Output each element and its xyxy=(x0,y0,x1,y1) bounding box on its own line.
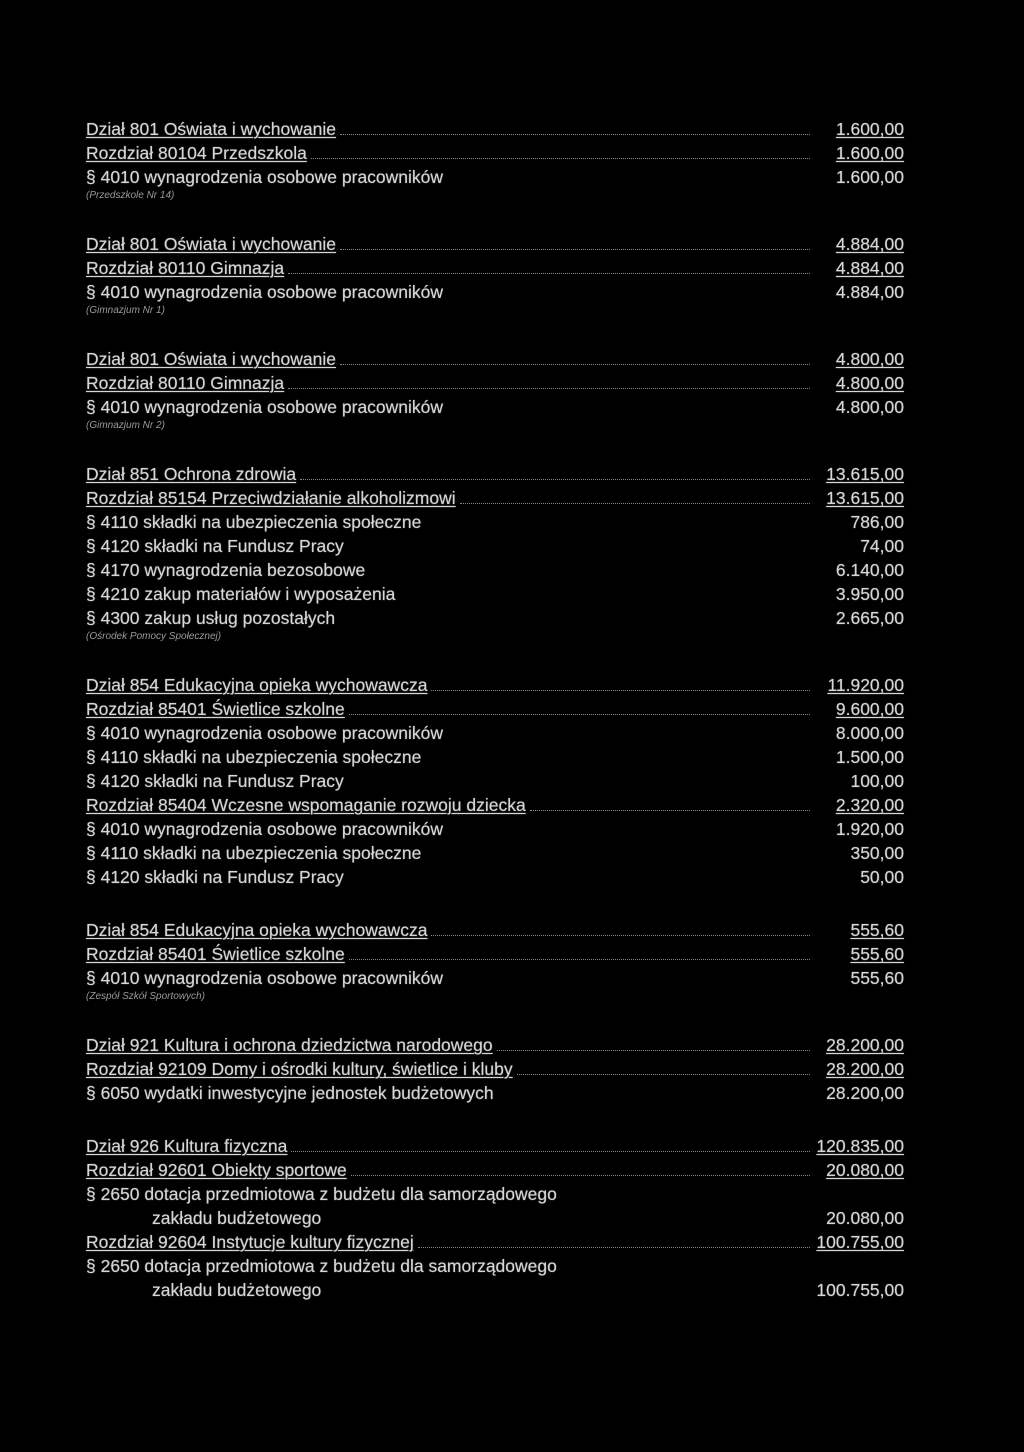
dotted-leader xyxy=(351,1175,810,1176)
unit-note: (Gimnazjum Nr 2) xyxy=(86,420,165,431)
budget-section xyxy=(86,1134,904,1302)
row-label: § 4120 składki na Fundusz Pracy xyxy=(86,536,344,556)
paragraph-row xyxy=(86,165,904,189)
row-label: Dział 801 Oświata i wychowanie xyxy=(86,349,336,369)
dzial-row xyxy=(86,462,904,486)
row-label: § 4010 wynagrodzenia osobowe pracowników xyxy=(86,819,444,839)
budget-content xyxy=(86,117,904,1331)
row-label: Rozdział 80110 Gimnazja xyxy=(86,258,285,278)
row-label: Dział 851 Ochrona zdrowia xyxy=(86,464,297,484)
budget-section xyxy=(86,673,904,889)
dotted-leader xyxy=(431,935,810,936)
row-label: § 6050 wydatki inwestycyjne jednostek budżetowych xyxy=(86,1083,494,1103)
row-amount: 786,00 xyxy=(850,512,904,532)
row-label: § 4110 składki na ubezpieczenia społeczne xyxy=(86,747,422,767)
budget-section xyxy=(86,462,904,644)
row-label: § 4210 zakup materiałów i wyposażenia xyxy=(86,584,396,604)
row-amount: 1.600,00 xyxy=(835,143,904,163)
row-label: Dział 921 Kultura i ochrona dziedzictwa narodowego xyxy=(86,1035,493,1055)
dotted-leader xyxy=(340,249,810,250)
paragraph-row xyxy=(86,841,904,865)
paragraph-row xyxy=(86,817,904,841)
paragraph-row xyxy=(86,769,904,793)
dzial-row xyxy=(86,1033,904,1057)
dotted-leader xyxy=(431,690,810,691)
row-label: § 2650 dotacja przedmiotowa z budżetu dla samorządowego xyxy=(86,1256,557,1276)
row-amount: 2.320,00 xyxy=(835,795,904,815)
budget-section xyxy=(86,918,904,1004)
row-amount: 120.835,00 xyxy=(816,1136,904,1156)
row-amount: 28.200,00 xyxy=(826,1059,904,1079)
rozdzial-row xyxy=(86,1057,904,1081)
row-amount: 9.600,00 xyxy=(835,699,904,719)
row-label: Rozdział 85401 Świetlice szkolne xyxy=(86,699,345,719)
paragraph-row xyxy=(86,510,904,534)
paragraph-row xyxy=(86,582,904,606)
unit-note: (Ośrodek Pomocy Społecznej) xyxy=(86,631,222,642)
budget-section xyxy=(86,347,904,433)
paragraph-row xyxy=(86,1206,904,1230)
row-amount: 4.800,00 xyxy=(835,373,904,393)
unit-note: (Przedszkole Nr 14) xyxy=(86,190,175,201)
row-label: § 4120 składki na Fundusz Pracy xyxy=(86,867,344,887)
row-amount: 4.884,00 xyxy=(835,282,904,302)
row-label: § 4010 wynagrodzenia osobowe pracowników xyxy=(86,968,444,988)
paragraph-row xyxy=(86,395,904,419)
paragraph-row xyxy=(86,966,904,990)
row-label: Rozdział 85154 Przeciwdziałanie alkoholizmowi xyxy=(86,488,456,508)
dotted-leader xyxy=(418,1247,810,1248)
paragraph-row xyxy=(86,1081,904,1105)
row-label: Rozdział 85404 Wczesne wspomaganie rozwoju dziecka xyxy=(86,795,526,815)
dzial-row xyxy=(86,673,904,697)
row-label: § 4110 składki na ubezpieczenia społeczne xyxy=(86,512,422,532)
paragraph-row xyxy=(86,280,904,304)
dotted-leader xyxy=(460,503,810,504)
budget-section xyxy=(86,117,904,203)
paragraph-row xyxy=(86,1254,904,1278)
dotted-leader xyxy=(291,1151,810,1152)
paragraph-row xyxy=(86,1182,904,1206)
rozdzial-row xyxy=(86,256,904,280)
dzial-row xyxy=(86,1134,904,1158)
row-amount: 555,60 xyxy=(850,968,904,988)
budget-section xyxy=(86,1033,904,1105)
row-label: Dział 801 Oświata i wychowanie xyxy=(86,119,336,139)
row-amount: 28.200,00 xyxy=(826,1035,904,1055)
dzial-row xyxy=(86,117,904,141)
row-amount: 1.600,00 xyxy=(835,119,904,139)
dzial-row xyxy=(86,347,904,371)
dotted-leader xyxy=(530,810,810,811)
row-label: § 4120 składki na Fundusz Pracy xyxy=(86,771,344,791)
row-label: § 4010 wynagrodzenia osobowe pracowników xyxy=(86,723,444,743)
row-amount: 28.200,00 xyxy=(826,1083,904,1103)
row-amount: 20.080,00 xyxy=(826,1208,904,1228)
row-label: Dział 854 Edukacyjna opieka wychowawcza xyxy=(86,675,428,695)
row-amount: 3.950,00 xyxy=(835,584,904,604)
row-label: Rozdział 85401 Świetlice szkolne xyxy=(86,944,345,964)
row-amount: 6.140,00 xyxy=(835,560,904,580)
row-amount: 11.920,00 xyxy=(827,675,904,695)
unit-note: (Zespół Szkół Sportowych) xyxy=(86,991,205,1002)
row-label: Dział 926 Kultura fizyczna xyxy=(86,1136,288,1156)
row-label: Rozdział 92604 Instytucje kultury fizycznej xyxy=(86,1232,414,1252)
rozdzial-row xyxy=(86,942,904,966)
paragraph-row xyxy=(86,1278,904,1302)
dotted-leader xyxy=(288,388,810,389)
rozdzial-row xyxy=(86,371,904,395)
row-label: § 4010 wynagrodzenia osobowe pracowników xyxy=(86,282,444,302)
paragraph-row xyxy=(86,745,904,769)
row-label: Rozdział 92109 Domy i ośrodki kultury, świetlice i kluby xyxy=(86,1059,513,1079)
row-amount: 100.755,00 xyxy=(816,1280,904,1300)
dotted-leader xyxy=(340,364,810,365)
row-label: Dział 801 Oświata i wychowanie xyxy=(86,234,336,254)
paragraph-row xyxy=(86,534,904,558)
row-amount: 4.800,00 xyxy=(835,349,904,369)
budget-section xyxy=(86,232,904,318)
row-amount: 1.920,00 xyxy=(835,819,904,839)
row-amount: 100.755,00 xyxy=(816,1232,904,1252)
row-label: Rozdział 80104 Przedszkola xyxy=(86,143,307,163)
dotted-leader xyxy=(300,479,810,480)
row-amount: 4.800,00 xyxy=(835,397,904,417)
rozdzial-row xyxy=(86,697,904,721)
row-amount: 74,00 xyxy=(860,536,904,556)
row-amount: 8.000,00 xyxy=(835,723,904,743)
paragraph-row xyxy=(86,558,904,582)
paragraph-row xyxy=(86,606,904,630)
row-label: § 2650 dotacja przedmiotowa z budżetu dla samorządowego xyxy=(86,1184,557,1204)
row-amount: 555,60 xyxy=(850,944,904,964)
rozdzial-row xyxy=(86,141,904,165)
unit-note: (Gimnazjum Nr 1) xyxy=(86,305,165,316)
row-label: Rozdział 80110 Gimnazja xyxy=(86,373,285,393)
dotted-leader xyxy=(497,1050,810,1051)
row-amount: 100,00 xyxy=(850,771,904,791)
dzial-row xyxy=(86,232,904,256)
row-amount: 2.665,00 xyxy=(835,608,904,628)
row-label: § 4170 wynagrodzenia bezosobowe xyxy=(86,560,366,580)
row-amount: 1.500,00 xyxy=(835,747,904,767)
rozdzial-row xyxy=(86,793,904,817)
dotted-leader xyxy=(349,959,810,960)
row-label: § 4010 wynagrodzenia osobowe pracowników xyxy=(86,397,444,417)
row-amount: 50,00 xyxy=(860,867,904,887)
row-label: zakładu budżetowego xyxy=(152,1280,322,1300)
row-amount: 4.884,00 xyxy=(835,234,904,254)
row-amount: 555,60 xyxy=(850,920,904,940)
row-label: § 4010 wynagrodzenia osobowe pracowników xyxy=(86,167,444,187)
row-amount: 350,00 xyxy=(850,843,904,863)
row-label: § 4110 składki na ubezpieczenia społeczne xyxy=(86,843,422,863)
row-amount: 13.615,00 xyxy=(826,488,904,508)
row-label: § 4300 zakup usług pozostałych xyxy=(86,608,336,628)
rozdzial-row xyxy=(86,486,904,510)
rozdzial-row xyxy=(86,1230,904,1254)
row-label: Rozdział 92601 Obiekty sportowe xyxy=(86,1160,347,1180)
dotted-leader xyxy=(340,134,810,135)
paragraph-row xyxy=(86,721,904,745)
dotted-leader xyxy=(517,1074,810,1075)
dotted-leader xyxy=(349,714,810,715)
rozdzial-row xyxy=(86,1158,904,1182)
row-amount: 13.615,00 xyxy=(826,464,904,484)
row-label: zakładu budżetowego xyxy=(152,1208,322,1228)
paragraph-row xyxy=(86,865,904,889)
row-amount: 1.600,00 xyxy=(835,167,904,187)
dzial-row xyxy=(86,918,904,942)
row-amount: 4.884,00 xyxy=(835,258,904,278)
row-amount: 20.080,00 xyxy=(826,1160,904,1180)
row-label: Dział 854 Edukacyjna opieka wychowawcza xyxy=(86,920,428,940)
dotted-leader xyxy=(288,273,810,274)
dotted-leader xyxy=(311,158,810,159)
